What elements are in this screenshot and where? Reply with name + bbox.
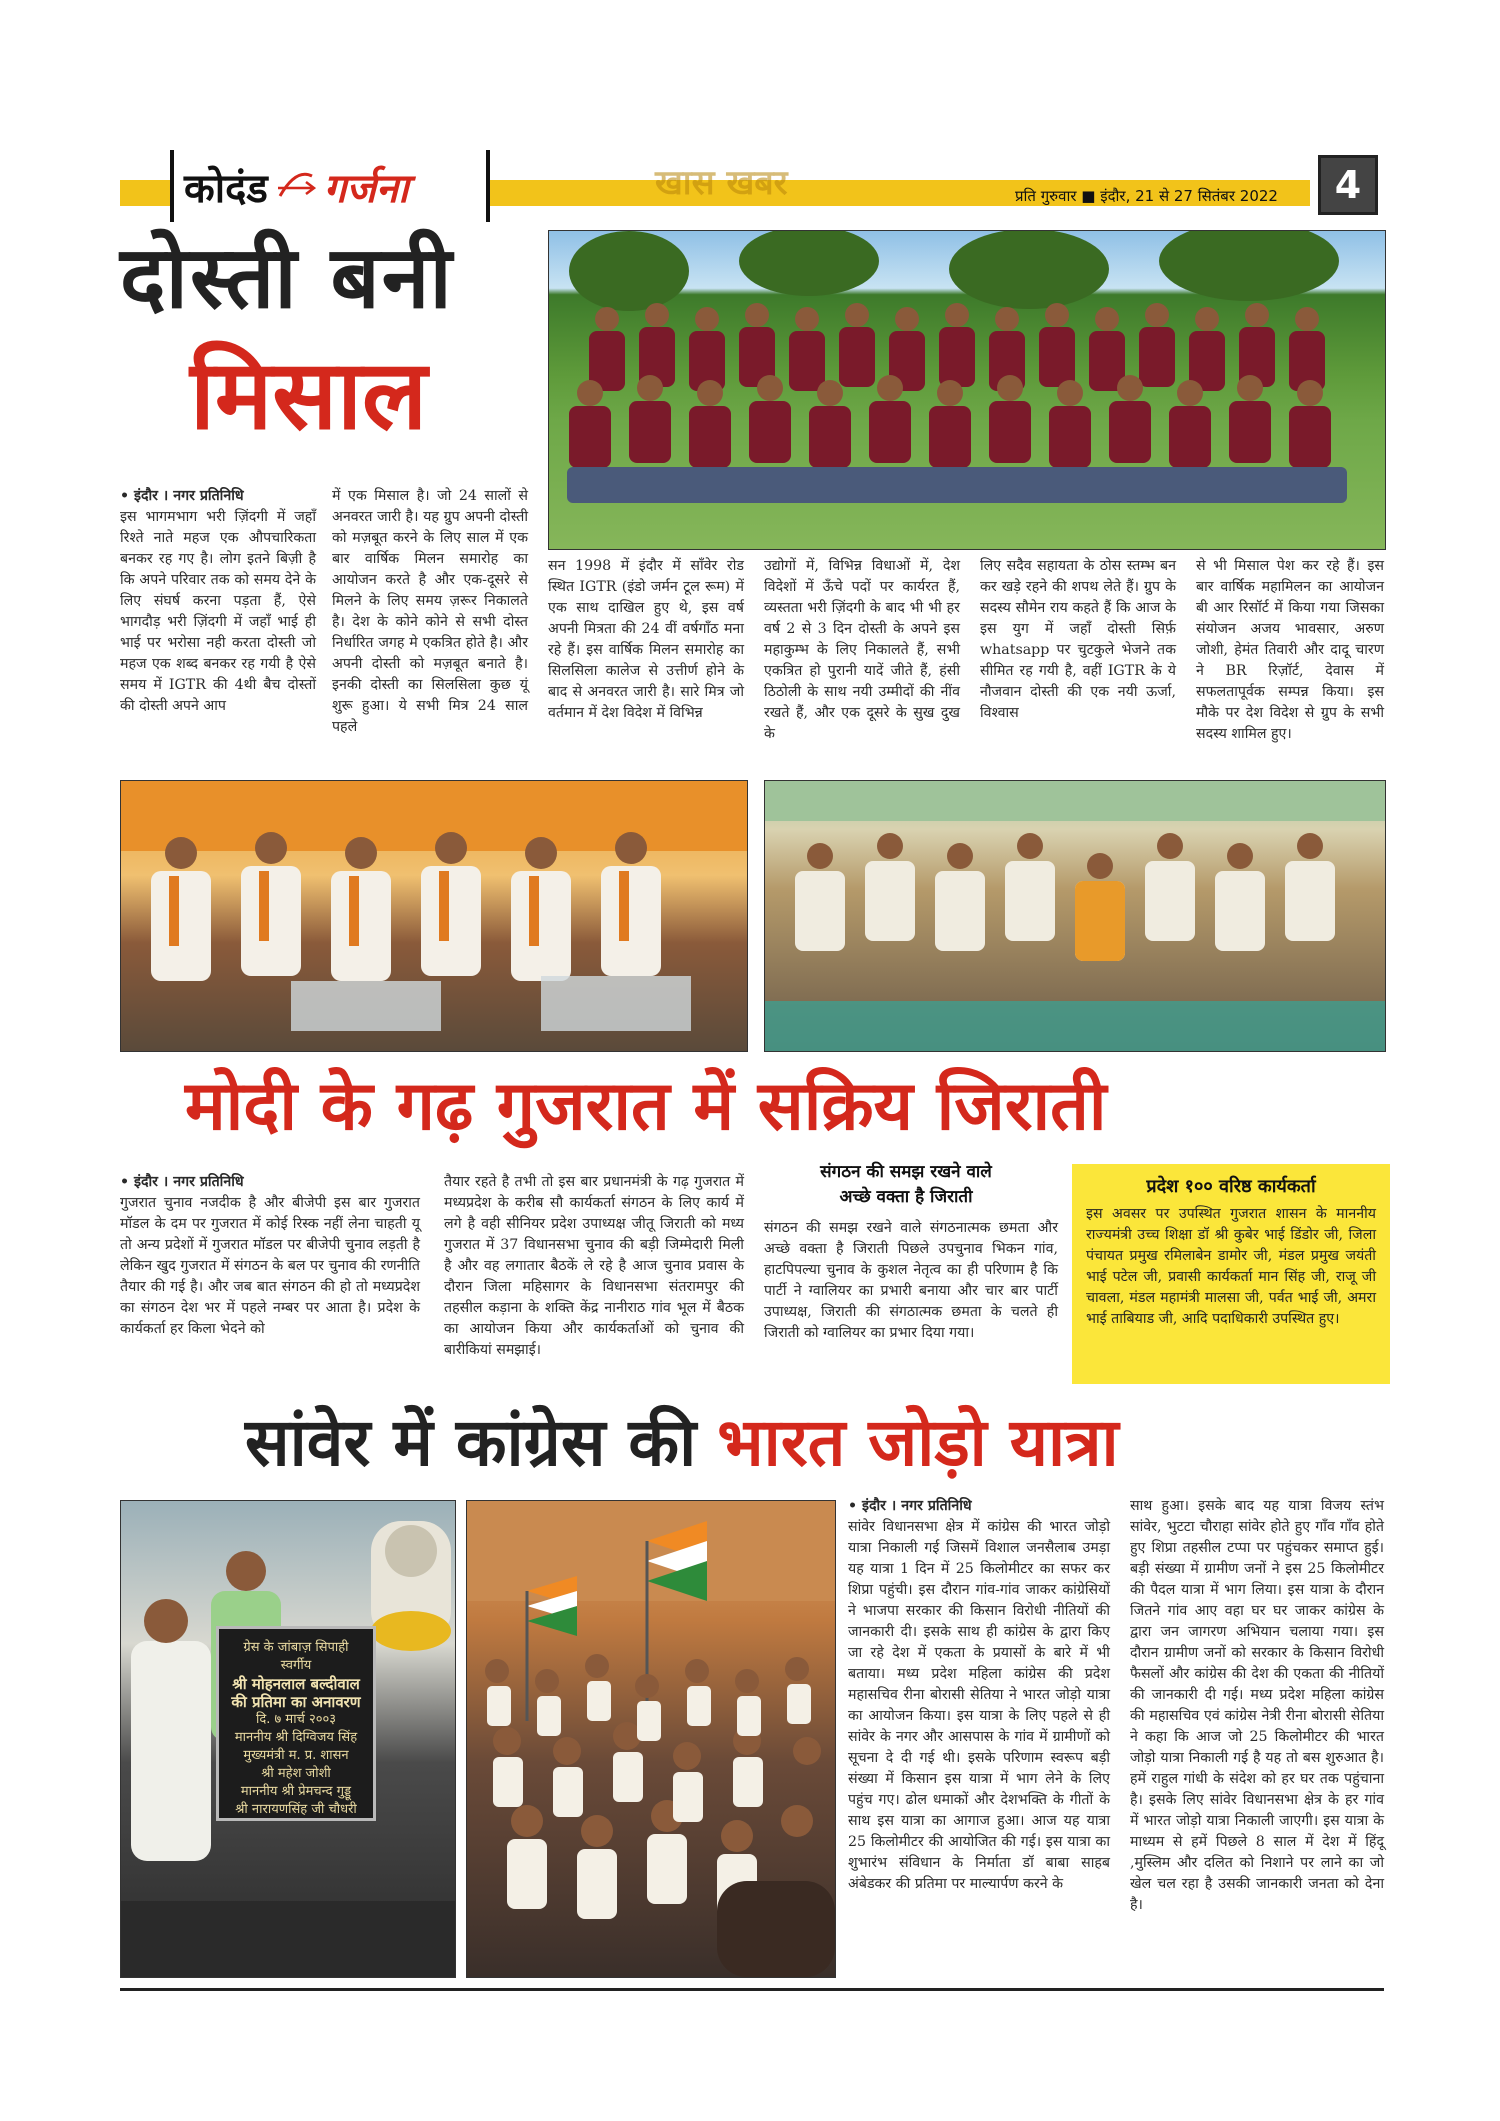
story1-col1-text: इस भागमभाग भरी ज़िंदगी में जहाँ रिश्ते नाते महज एक औपचारिकता बनकर रह गए है। लोग इतने बिज़ी है कि अपने परिवार तक को समय देने के लिए संघर्ष करना पड़ता हैं, ऐसे भागदौड़ भरी ज़िंदगी में जहाँ भाई ही भाई पर भरोसा नही करता दोस्ती जो महज एक शब्द बनकर रह गयी है ऐसे समय में IGTR की 4थी बैच दोस्तों की दोस्ती अपने आप	[120, 509, 316, 714]
story1-column-3	[548, 556, 744, 724]
story3-byline: • इंदौर । नगर प्रतिनिधि	[848, 1498, 972, 1514]
section-title: खास खबर	[655, 163, 788, 203]
plaque-line-9: श्री नारायणसिंह जी चौधरी	[235, 1802, 357, 1817]
story3-col1-text: सांवेर विधानसभा क्षेत्र में कांग्रेस की भारत जोड़ो यात्रा निकाली गई जिसमें विशाल जनसैलाब उमड़ा यह यात्रा 1 दिन में 25 किलोमीटर का सफर कर शिप्रा पहुंची। इस दौरान गांव-गांव जाकर कांग्रेसियों ने भाजपा सरकार की किसान विरोधी नीतियों की जानकारी दी। इसके साथ ही कांग्रेस के द्वारा किए जा रहे देश में एकता के प्रयासों के बारे में भी बताया। मध्य प्रदेश महिला कांग्रेस की प्रदेश महासचिव रीना बोरासी सेतिया ने भारत जोड़ो यात्रा का आयोजन किया। इस यात्रा के लिए पहले से ही सांवेर के नगर और आसपास के गांव में ग्रामीणों को सूचना दे दी गई थी। इसके परिणाम स्वरूप बड़ी संख्या में किसान इस यात्रा में भाग लेने के लिए पहुंच गए। ढोल धमाकों और देशभक्ति के गीतों के साथ इस यात्रा का आगाज हुआ। आज यह यात्रा 25 किलोमीटर की आयोजित की गई। इस यात्रा का शुभारंभ संविधान के निर्माता डॉ बाबा साहब अंबेडकर की प्रतिमा पर माल्यार्पण करने के	[848, 1519, 1110, 1892]
story1-headline-line2: मिसाल	[190, 339, 428, 451]
story2-headline: मोदी के गढ़ गुजरात में सक्रिय जिराती	[185, 1067, 1107, 1146]
stage-photo-figures	[121, 781, 747, 1051]
story1-column-1	[120, 486, 316, 717]
plaque-line-2: श्री मोहनलाल बल्दीवाल	[232, 1675, 360, 1693]
march-photo-figures	[467, 1501, 835, 1977]
box-title: प्रदेश १०० वरिष्ठ कार्यकर्ता	[1146, 1176, 1316, 1197]
logo-text-part2: गर्जना	[323, 165, 409, 212]
senior-workers-box	[1072, 1164, 1390, 1384]
story2-column-1	[120, 1172, 420, 1340]
page-number: 4	[1318, 155, 1378, 215]
story3-column-1	[848, 1496, 1110, 1895]
story1-column-5	[980, 556, 1176, 724]
story1-column-4	[764, 556, 960, 745]
plaque-line-1: ग्रेस के जांबाज़ सिपाही स्वर्गीय	[243, 1640, 349, 1673]
yatra-march-photo	[466, 1500, 836, 1978]
story2-subhead-line1: संगठन की समझ रखने वाले	[820, 1162, 992, 1182]
story3-headline-part2: भारत जोड़ो यात्रा	[717, 1404, 1119, 1481]
story1-col3-text: सन 1998 में इंदौर में साँवेर रोड स्थित IGTR (इंडो जर्मन टूल रूम) में एक साथ दाखिल हुए थे, इस वर्ष अपनी मित्रता की 24 वीं वर्षगाँठ मना रहे हैं। इस वार्षिक मिलन समारोह का सिलसिला कालेज से उत्तीर्ण होने के बाद से अनवरत जारी है। सारे मित्र जो वर्तमान में देश विदेश में विभिन्न	[548, 558, 744, 721]
story1-column-6	[1196, 556, 1384, 745]
plaque-line-6: मुख्यमंत्री म. प्र. शासन	[243, 1748, 349, 1763]
logo-text-part1: कोदंड	[184, 165, 268, 212]
meeting-photo-figures	[765, 781, 1385, 1051]
masthead-yellow-band-left	[120, 180, 170, 206]
story2-column-2	[444, 1172, 744, 1361]
story2-col2-text: तैयार रहते है तभी तो इस बार प्रधानमंत्री के गढ़ गुजरात में मध्यप्रदेश के करीब सौ कार्यकर्ता संगठन के लिए कार्य में लगे है वही सीनियर प्रदेश उपाध्यक्ष जीतू जिराती को मध्य गुजरात में 37 विधानसभा चुनाव की बड़ी जिम्मेदारी मिली है और वह लगातार बैठकें ले रहे है आज चुनाव प्रवास के दौरान जिला महिसागर के विधानसभा संतरामपुर की तहसील कड़ाना के शक्ति केंद्र नानीराठ गांव भूल में बैठक का आयोजन किया और कार्यकर्ताओं को चुनाव की बारीकियां समझाई।	[444, 1174, 744, 1358]
story1-col6-text: से भी मिसाल पेश कर रहे हैं। इस बार वार्षिक महामिलन का आयोजन बी आर रिसॉर्ट में किया गया जिसका संयोजन अजय भावसार, अरुण जोशी, हेमंत तिवारी और दादू चारण ने BR रिज़ॉर्ट, देवास में सफलतापूर्वक सम्पन्न किया। इस मौके पर देश विदेश से ग्रुप के सभी सदस्य शामिल हुए।	[1196, 558, 1384, 742]
story2-col3-text: संगठन की समझ रखने वाले संगठनात्मक छमता और अच्छे वक्ता है जिराती पिछले उपचुनाव भिकन गांव, हाटपिपल्या चुनाव के कुशल नेतृत्व का ही परिणाम है कि पार्टी ने ग्वालियर का प्रभारी बनाया और चार बार पार्टी उपाध्यक्ष, जिराती की संगठात्मक छमता के चलते ही जिराती को ग्वालियर का प्रभार दिया गया।	[764, 1220, 1058, 1341]
plaque-line-5: माननीय श्री दिग्विजय सिंह	[234, 1730, 358, 1745]
plaque-line-7: श्री महेश जोशी	[261, 1766, 331, 1781]
story3-column-2	[1130, 1496, 1384, 1916]
plaque-line-3: की प्रतिमा का अनावरण	[231, 1693, 361, 1711]
bow-arrow-icon	[276, 166, 316, 206]
page-bottom-rule	[120, 1988, 1384, 1991]
stage-leaders-photo	[120, 780, 748, 1052]
story3-headline	[245, 1400, 1119, 1486]
issue-dateline: प्रति गुरुवार ■ इंदौर, 21 से 27 सितंबर 2022	[1015, 187, 1278, 205]
story2-subhead-line2: अच्छे वक्ता है जिराती	[839, 1187, 973, 1207]
story1-column-2	[332, 486, 528, 738]
story1-col2-text: में एक मिसाल है। जो 24 सालों से अनवरत जारी है। यह ग्रुप अपनी दोस्ती को मज़बूत करने के लिए साल में एक बार वार्षिक मिलन समारोह का आयोजन करते है और एक-दूसरे से मिलने के लिए समय ज़रूर निकालते है। देश के कोने कोने से सभी दोस्त निर्धारित जगह मे एकत्रित होते है। और अपनी दोस्ती को मज़बूत बनाते है। इनकी दोस्ती का सिलसिला कुछ यूं शुरू हुआ। ये सभी मित्र 24 साल पहले	[332, 488, 528, 735]
friends-group-photo	[548, 230, 1386, 550]
story2-subheading	[756, 1160, 1056, 1210]
story1-col5-text: लिए सदैव सहायता के ठोस स्तम्भ बन कर खड़े रहने की शपथ लेते हैं। ग्रुप के सदस्य सौमेन राय कहते हैं कि आज के इस युग में जहाँ दोस्ती सिर्फ़ whatsapp पर चुटकुले भेजने तक सीमित रह गयी है, वहीं IGTR के ये नौजवान दोस्ती की एक नयी ऊर्जा, विश्वास	[980, 558, 1176, 721]
story3-headline-part1: सांवेर में कांग्रेस की	[245, 1404, 697, 1481]
story2-column-3	[764, 1218, 1058, 1344]
plaque-line-4: दि. ७ मार्च २००३	[256, 1712, 336, 1727]
box-text: इस अवसर पर उपस्थित गुजरात शासन के माननीय राज्यमंत्री उच्च शिक्षा डॉ श्री कुबेर भाई डिंडोर जी, जिला पंचायत प्रमुख रमिलाबेन डामोर जी, मंडल प्रमुख जयंती भाई पटेल जी, प्रवासी कार्यकर्ता मान सिंह जी, राजू जी चावला, मंडल महामंत्री मालसा जी, पर्वत भाई जी, अमरा भाई ताबियाड जी, आदि पदाधिकारी उपस्थित हुए।	[1086, 1206, 1376, 1327]
newspaper-logo	[170, 150, 490, 222]
group-photo-figures	[549, 231, 1385, 549]
statue-plaque	[216, 1626, 376, 1821]
story1-headline-line1: दोस्ती बनी	[120, 228, 454, 328]
story1-col4-text: उद्योगों में, विभिन्न विधाओं में, देश विदेशों में ऊँचे पदों पर कार्यरत हैं, व्यस्तता भरी ज़िंदगी के बाद भी भी हर वर्ष 2 से 3 दिन दोस्ती के अपने इस महाकुम्भ के लिए निकालते हैं, सभी एकत्रित हो पुरानी यादें जीते हैं, हंसी ठिठोली के साथ नयी उम्मीदों की नींव रखते हैं, और एक दूसरे के सुख दुख के	[764, 558, 960, 742]
story2-byline: • इंदौर । नगर प्रतिनिधि	[120, 1174, 244, 1190]
plaque-line-8: माननीय श्री प्रेमचन्द गुड्डू	[240, 1784, 352, 1799]
workers-meeting-photo	[764, 780, 1386, 1052]
story1-byline: • इंदौर । नगर प्रतिनिधि	[120, 488, 244, 504]
statue-plaque-photo	[120, 1500, 456, 1978]
story3-col2-text: साथ हुआ। इसके बाद यह यात्रा विजय स्तंभ सांवेर, भुटटा चौराहा सांवेर होते हुए गाँव गाँव होते हुए शिप्रा तहसील टप्पा पर पहुंचकर समाप्त हुई। बड़ी संख्या में ग्रामीण जनों ने इस 25 किलोमीटर की पैदल यात्रा में भाग लिया। इस यात्रा के दौरान जितने गांव आए वहा घर घर जाकर कांग्रेस के द्वारा जन जागरण अभियान चलाया गया। इस दौरान ग्रामीण जनों को सरकार के किसान विरोधी फैसलों और कांग्रेस की देश की एकता की नीतियों की जानकारी दी गई। मध्य प्रदेश महिला कांग्रेस की महासचिव एवं कांग्रेस नेत्री रीना बोरासी सेतिया ने कहा कि आज जो 25 किलोमीटर की भारत जोड़ो यात्रा निकाली गई है यह तो बस शुरुआत है। हमें राहुल गांधी के संदेश को हर घर तक पहुंचाना है। इसके लिए सांवेर विधानसभा क्षेत्र के हर गांव में भारत जोड़ो यात्रा निकाली जाएगी। इस यात्रा के माध्यम से हमें पिछले 8 साल में देश में हिंदू ,मुस्लिम और दलित को निशाने पर लाने का जो खेल चल रहा है उसकी जानकारी जनता को देना है।	[1130, 1498, 1384, 1913]
story2-col1-text: गुजरात चुनाव नजदीक है और बीजेपी इस बार गुजरात मॉडल के दम पर गुजरात में कोई रिस्क नहीं लेना चाहती यू तो अन्य प्रदेशों में गुजरात मॉडल पर बीजेपी चुनाव लड़ती है लेकिन खुद गुजरात में संगठन के बल पर चुनाव की रणनीति तैयार की गई है। और जब बात संगठन की हो तो मध्यप्रदेश का संगठन देश भर में पहले नम्बर पर आता है। प्रदेश के कार्यकर्ता हर किला भेदने को	[120, 1195, 420, 1337]
